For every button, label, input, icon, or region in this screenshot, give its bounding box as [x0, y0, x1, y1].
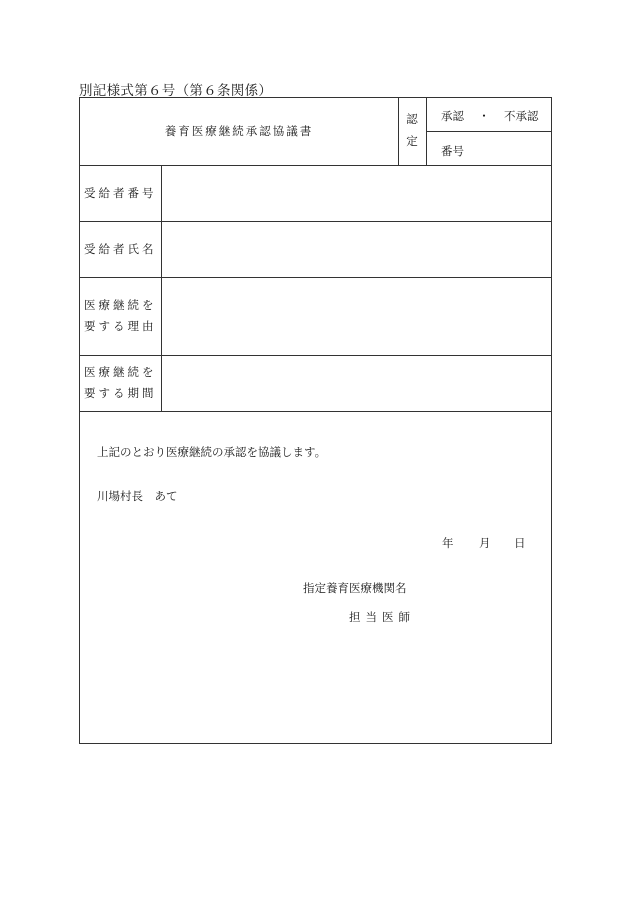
year-label: 年	[442, 536, 454, 550]
approval-options	[441, 108, 539, 124]
recipient-number-label: 受給者番号	[84, 186, 157, 200]
institution-label: 指定養育医療機関名	[303, 581, 407, 595]
period-label-line-2: 要する期間	[84, 386, 157, 400]
period-label	[84, 362, 160, 404]
divider-row3	[80, 355, 551, 356]
document-title: 養育医療継続承認協議書	[164, 124, 314, 138]
divider-header	[80, 165, 551, 166]
form-table	[79, 97, 552, 744]
approve-option: 承認	[441, 109, 464, 123]
divider-row2	[80, 277, 551, 278]
divider-approval	[426, 131, 551, 132]
reason-label-line-1: 医療継続を	[84, 298, 157, 312]
certification-label	[398, 108, 426, 152]
option-separator: ・	[478, 109, 490, 123]
form-number-label: 別記様式第６号（第６条関係）	[79, 83, 273, 99]
reason-label-line-2: 要する理由	[84, 319, 157, 333]
addressee-text: 川場村長 あて	[97, 489, 178, 503]
certification-char-1: 認	[406, 112, 418, 126]
divider-row4	[80, 411, 551, 412]
certification-char-2: 定	[406, 134, 418, 148]
divider-label-column	[161, 165, 162, 411]
not-approve-option: 不承認	[504, 109, 539, 123]
recipient-name-label: 受給者氏名	[84, 242, 157, 256]
number-label: 番号	[441, 144, 464, 158]
statement-text: 上記のとおり医療継続の承認を協議します。	[97, 445, 327, 459]
reason-label	[84, 295, 160, 337]
day-label: 日	[514, 536, 526, 550]
divider-nintei-approval	[426, 98, 427, 165]
doctor-label: 担当医師	[349, 610, 415, 624]
divider-row1	[80, 221, 551, 222]
month-label: 月	[479, 536, 491, 550]
period-label-line-1: 医療継続を	[84, 365, 157, 379]
